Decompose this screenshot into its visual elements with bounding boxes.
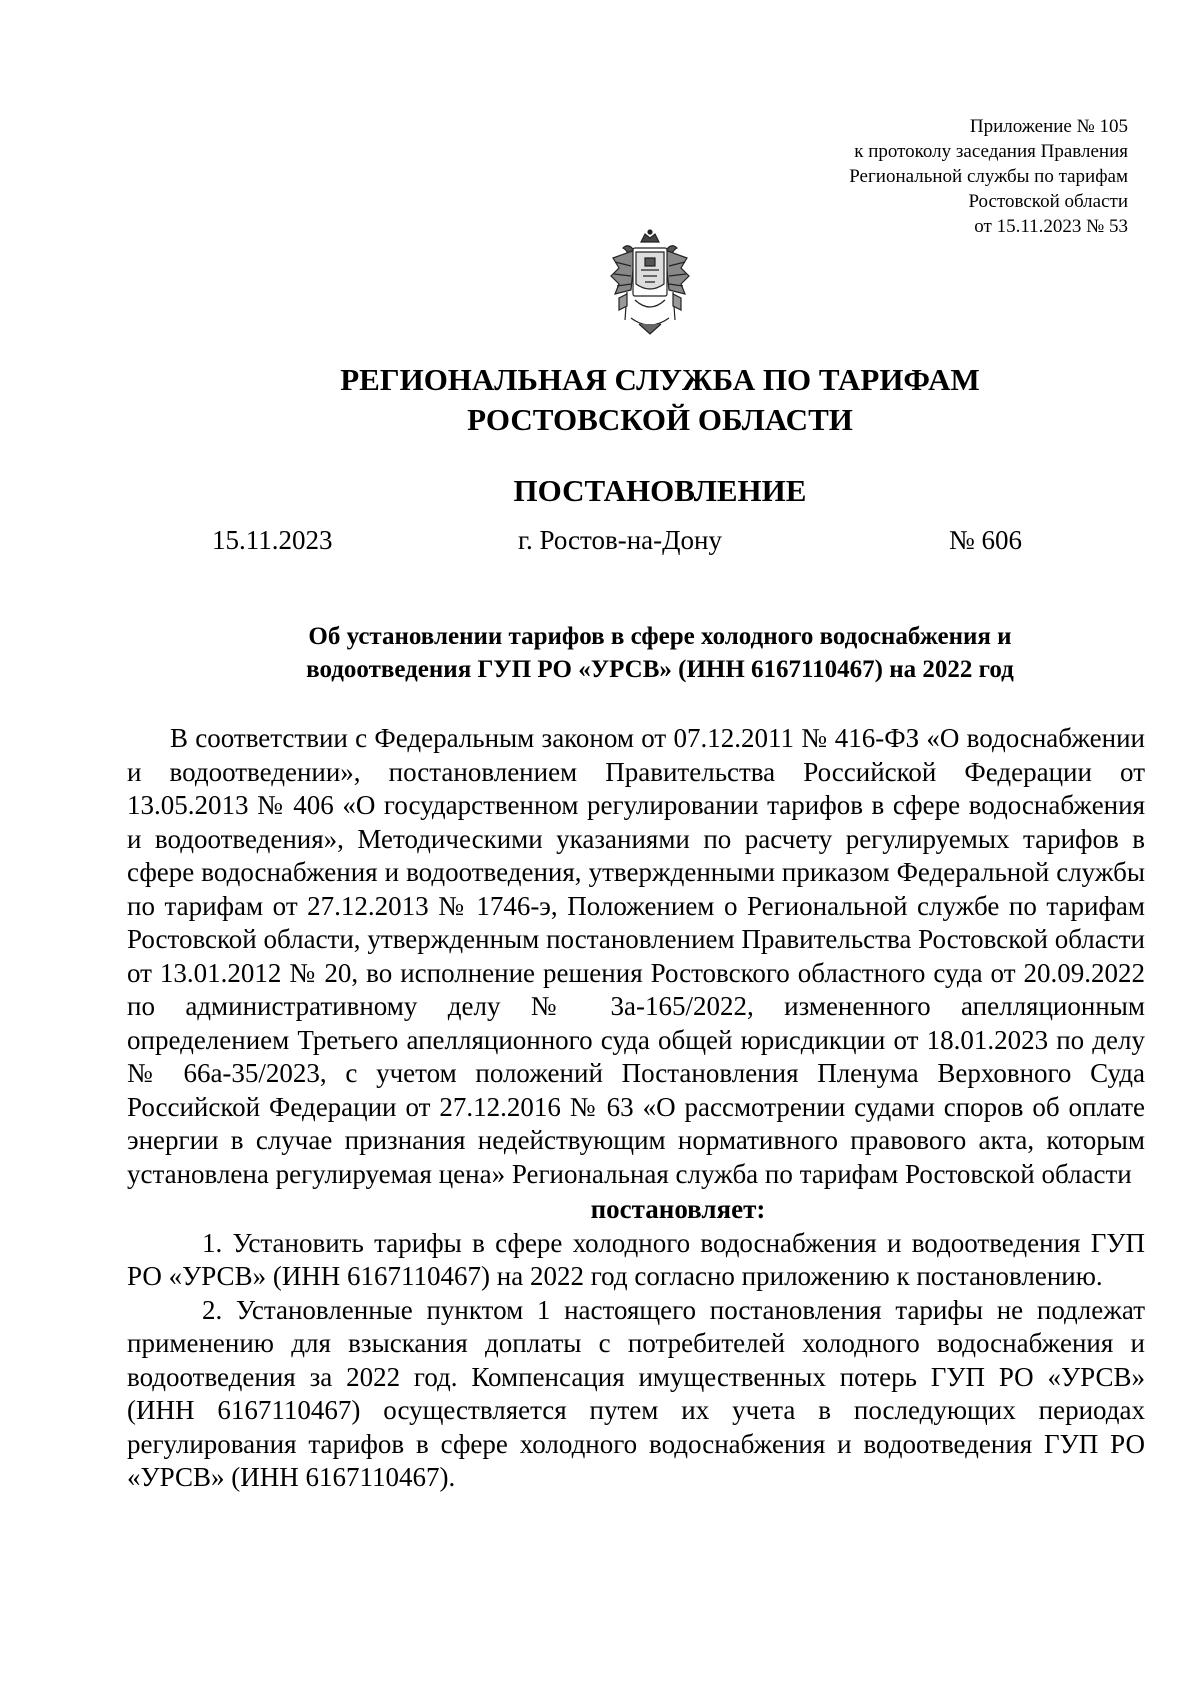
- clause-1: 1. Установить тарифы в сфере холодного водоснабжения и водоотведения ГУП РО «УРСВ» (ИНН 6167110467) на 2022 год согласно приложению к постановлению.: [127, 1227, 1145, 1291]
- organization-name-line: РОСТОВСКОЙ ОБЛАСТИ: [467, 402, 853, 437]
- appendix-line: Региональной службы по тарифам: [849, 166, 1128, 187]
- document-type: ПОСТАНОВЛЕНИЕ: [513, 473, 807, 508]
- document-date: 15.11.2023: [212, 525, 333, 555]
- preamble-paragraph: В соответствии с Федеральным законом от 07.12.2011 № 416-ФЗ «О водоснабжении и водоотведении», постановлением Правительства Российской Федерации от 13.05.2013 № 406 «О государственном регулировании тарифов в сфере водоснабжения и водоотведения», Методическими указаниями по расчету регулируемых тарифов в сфере водоснабжения и водоотведения, утвержденными приказом Федеральной службы по тарифам от 27.12.2013 № 1746-э, Положением о Региональной службе по тарифам Ростовской области, утвержденным постановлением Правительства Ростовской области от 13.01.2012 № 20, во исполнение решения Ростовского областного суда от 20.09.2022 по административному делу № 3а-165/2022, измененного апелляционным определением Третьего апелляционного суда общей юрисдикции от 18.01.2023 по делу № 66а-35/2023, с учетом положений Постановления Пленума Верховного Суда Российской Федерации от 27.12.2016 № 63 «О рассмотрении судами споров об оплате энергии в случае признания недействующим нормативного правового акта, которым установлена регулируемая цена» Региональная служба по тарифам Ростовской области: [127, 723, 1145, 1189]
- document-number: № 606: [949, 525, 1023, 555]
- organization-name-line: РЕГИОНАЛЬНАЯ СЛУЖБА ПО ТАРИФАМ: [340, 362, 980, 397]
- appendix-line: Ростовской области: [968, 191, 1128, 212]
- subject-line: Об установлении тарифов в сфере холодного водоснабжения и: [308, 623, 1012, 650]
- document-body: [127, 722, 1145, 1495]
- organization-name: [0, 360, 1200, 440]
- coat-of-arms-icon: [605, 228, 695, 338]
- subject-line: водоотведения ГУП РО «УРСВ» (ИНН 6167110467) на 2022 год: [306, 656, 1014, 683]
- appendix-line: к протоколу заседания Правления: [854, 141, 1128, 162]
- appendix-line: от 15.11.2023 № 53: [974, 216, 1128, 237]
- clause-2: 2. Установленные пунктом 1 настоящего постановления тарифы не подлежат применению для взыскания доплаты с потребителей холодного водоснабжения и водоотведения за 2022 год. Компенсация имущественных потерь ГУП РО «УРСВ» (ИНН 6167110467) осуществляется путем их учета в последующих периодах регулирования тарифов в сфере холодного водоснабжения и водоотведения ГУП РО «УРСВ» (ИНН 6167110467).: [127, 1294, 1145, 1492]
- resolves-heading: постановляет:: [590, 1194, 766, 1224]
- appendix-note: [608, 114, 1128, 239]
- document-city: г. Ростов-на-Дону: [518, 525, 723, 555]
- document-subject: [0, 620, 1200, 686]
- appendix-line: Приложение № 105: [969, 116, 1128, 137]
